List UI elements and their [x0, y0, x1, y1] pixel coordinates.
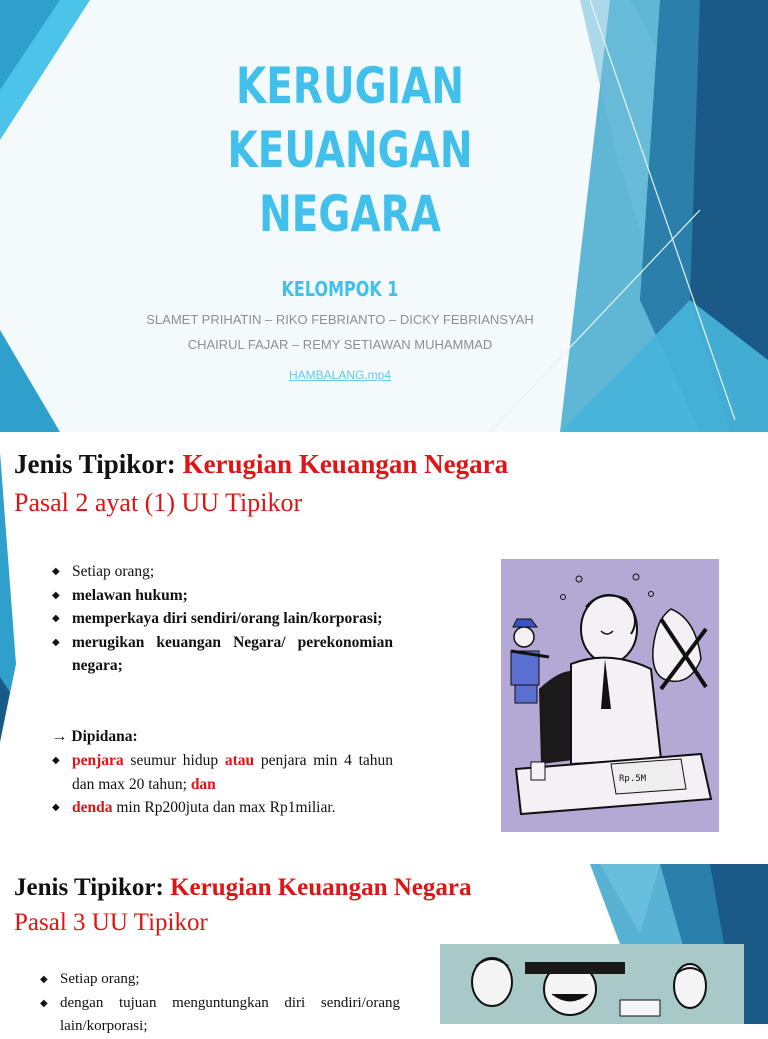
- penalty-word: dan: [190, 775, 216, 793]
- dipidana-label: → Dipidana:: [52, 728, 138, 745]
- title-slide: [0, 0, 768, 432]
- list-item: [52, 560, 393, 584]
- list-item: [52, 584, 393, 608]
- list-item: [52, 631, 393, 678]
- group-label: KELOMPOK 1: [281, 277, 399, 301]
- presentation-title: [124, 54, 576, 246]
- slide-subtitle: Pasal 3 UU Tipikor: [14, 909, 208, 936]
- slide-subtitle: Pasal 2 ayat (1) UU Tipikor: [14, 488, 303, 517]
- list-item-text: Setiap orang;: [60, 971, 140, 987]
- list-item-text: melawan hukum;: [72, 586, 188, 604]
- list-item: [52, 796, 393, 820]
- slide-title: [14, 449, 508, 480]
- criteria-list: [40, 968, 400, 1039]
- pasal-2-slide: [0, 432, 768, 864]
- penalty-text: penjara min 4 tahun dan max 20 tahun;: [72, 752, 394, 793]
- penalty-word: denda: [72, 799, 113, 816]
- slide-title: [14, 874, 471, 902]
- title-line-2: NEGARA: [259, 185, 441, 243]
- penalty-text: min Rp200juta dan max Rp1miliar.: [112, 799, 336, 816]
- title-highlight: Kerugian Keuangan Negara: [170, 874, 472, 901]
- video-link[interactable]: HAMBALANG.mp4: [288, 368, 392, 382]
- list-item-text: dengan tujuan menguntungkan diri sendiri/orang lain/korporasi;: [60, 994, 400, 1034]
- list-item: [52, 607, 393, 631]
- officials-cartoon: [440, 944, 744, 1024]
- title-line-1: KERUGIAN KEUANGAN: [227, 57, 473, 179]
- penalty-list: [52, 749, 393, 820]
- title-prefix: Jenis Tipikor:: [14, 874, 171, 901]
- members-line-2: CHAIRUL FAJAR – REMY SETIAWAN MUHAMMAD: [187, 337, 493, 352]
- penalty-word: penjara: [72, 752, 124, 769]
- penalty-word: atau: [224, 752, 255, 769]
- svg-text:Rp.5M: Rp.5M: [619, 774, 647, 784]
- list-item: [52, 749, 393, 796]
- pasal-3-slide: [0, 864, 768, 1034]
- list-item-text: merugikan keuangan Negara/ perekonomian negara;: [72, 633, 393, 674]
- title-prefix: Jenis Tipikor:: [14, 449, 183, 479]
- members-line-1: SLAMET PRIHATIN – RIKO FEBRIANTO – DICKY FEBRIANSYAH: [146, 312, 534, 327]
- list-item-text: memperkaya diri sendiri/orang lain/korporasi;: [72, 610, 383, 627]
- list-item: [40, 992, 400, 1039]
- list-item-text: Setiap orang;: [72, 563, 155, 580]
- list-item: [40, 968, 400, 992]
- title-highlight: Kerugian Keuangan Negara: [182, 449, 509, 479]
- criteria-list: [52, 560, 393, 678]
- penalty-text: seumur hidup: [123, 752, 225, 769]
- stressed-official-cartoon: [501, 559, 719, 832]
